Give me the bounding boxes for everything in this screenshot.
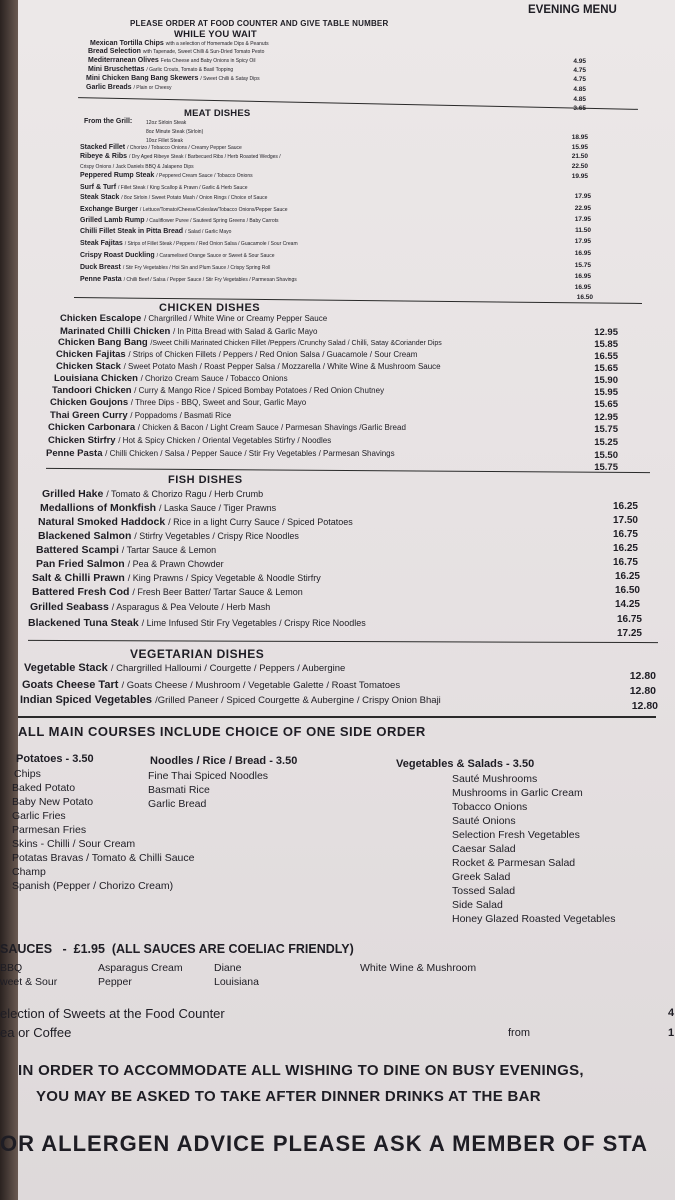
list-item: Chicken Goujons / Three Dips - BBQ, Sweet and Sour, Garlic Mayo <box>50 397 307 408</box>
item-price: 4.85 <box>573 86 586 93</box>
list-item: Louisiana <box>214 976 259 988</box>
list-item: Garlic Bread <box>148 798 207 810</box>
item-price: 21.50 <box>571 153 588 160</box>
notice-line-2: YOU MAY BE ASKED TO TAKE AFTER DINNER DRINKS AT THE BAR <box>36 1088 541 1105</box>
list-item: Ribeye & Ribs / Dry Aged Ribeye Steak / Barbecued Ribs / Herb Roasted Wedges / <box>80 153 281 160</box>
item-price: 16.75 <box>612 557 638 568</box>
list-item: Mexican Tortilla Chips with a selection of Homemade Dips & Peanuts <box>90 40 269 47</box>
list-item: Tobacco Onions <box>452 801 528 813</box>
list-item: Parmesan Fries <box>12 824 87 836</box>
list-item: Grilled Hake / Tomato & Chorizo Ragu / Herb Crumb <box>42 488 264 500</box>
item-price: 15.75 <box>574 262 591 269</box>
list-item: Skins - Chilli / Sour Cream <box>12 838 136 850</box>
section-title-fish: FISH DISHES <box>168 474 243 486</box>
item-price: 12.80 <box>629 685 656 697</box>
list-item: Rocket & Parmesan Salad <box>452 857 576 869</box>
sweets-price: 4 <box>668 1007 675 1019</box>
sauces-col-1 <box>0 961 57 989</box>
list-item: Honey Glazed Roasted Vegetables <box>452 913 616 925</box>
grill-label: From the Grill: <box>84 118 133 125</box>
list-item: Mediterranean Olives Feta Cheese and Baby Onions in Spicy Oil <box>88 57 256 64</box>
list-item: Mushrooms in Garlic Cream <box>452 787 583 799</box>
item-price: 16.95 <box>574 284 591 291</box>
item-price: 4.85 <box>573 96 586 103</box>
list-item: Marinated Chilli Chicken / In Pitta Bread with Salad & Garlic Mayo <box>60 326 318 337</box>
list-item: Selection Fresh Vegetables <box>452 829 580 841</box>
allergen-notice: OR ALLERGEN ADVICE PLEASE ASK A MEMBER OF STA <box>0 1131 648 1156</box>
list-item: Goats Cheese Tart / Goats Cheese / Mushroom / Vegetable Galette / Roast Tomatoes <box>22 679 401 691</box>
vegetables-title: Vegetables & Salads - 3.50 <box>396 758 535 770</box>
item-price: 15.90 <box>594 375 618 386</box>
list-item: Fine Thai Spiced Noodles <box>148 770 269 782</box>
coffee-price: 1 <box>668 1027 675 1039</box>
list-item: Chilli Fillet Steak in Pitta Bread / Salad / Garlic Mayo <box>80 228 232 235</box>
list-item: Thai Green Curry / Poppadoms / Basmati Rice <box>50 410 232 421</box>
noodles-list <box>148 769 268 811</box>
noodles-title: Noodles / Rice / Bread - 3.50 <box>150 755 298 767</box>
list-item: Baked Potato <box>12 782 76 794</box>
list-item: Battered Fresh Cod / Fresh Beer Batter/ Tartar Sauce & Lemon <box>32 586 303 598</box>
sauces-title: SAUCES - £1.95 (ALL SAUCES ARE COELIAC FRIENDLY) <box>0 942 354 956</box>
sauces-col-3 <box>214 961 259 989</box>
list-item: Caesar Salad <box>452 843 516 855</box>
section-title-meat: MEAT DISHES <box>184 108 251 119</box>
section-title-vegetarian: VEGETARIAN DISHES <box>130 647 265 661</box>
item-price: 4.95 <box>573 58 586 65</box>
item-price: 17.50 <box>612 515 638 526</box>
item-price: 4.75 <box>573 76 586 83</box>
list-item: Blackened Tuna Steak / Lime Infused Stir Fry Vegetables / Crispy Rice Noodles <box>28 617 366 629</box>
list-item: Chicken Stirfry / Hot & Spicy Chicken / Oriental Vegetables Stirfry / Noodles <box>48 435 332 446</box>
grill-item: 10oz Fillet Steak <box>146 138 183 144</box>
list-item: Tandoori Chicken / Curry & Mango Rice / Spiced Bombay Potatoes / Red Onion Chutney <box>52 385 385 396</box>
list-item: Chips <box>14 768 41 780</box>
list-item: Chicken Escalope / Chargrilled / White Wine or Creamy Pepper Sauce <box>60 313 328 324</box>
list-item: Diane <box>214 962 242 974</box>
item-price: 19.95 <box>571 173 588 180</box>
list-item: Sauté Mushrooms <box>452 773 538 785</box>
list-item: Chicken Stack / Sweet Potato Mash / Roast Pepper Salsa / Mozzarella / White Wine & Mushroom Sauce <box>56 361 441 372</box>
item-price: 12.80 <box>631 700 658 712</box>
item-price: 16.95 <box>574 273 591 280</box>
list-item: Chicken Bang Bang /Sweet Chilli Marinated Chicken Fillet /Peppers /Crunchy Salad / Chilli, Satay &Coriander Dips <box>58 337 442 348</box>
item-price: 15.65 <box>594 399 618 410</box>
item-price: 18.95 <box>571 134 588 141</box>
list-item: Chicken Fajitas / Strips of Chicken Fillets / Peppers / Red Onion Salsa / Guacamole / Sour Cream <box>56 349 418 360</box>
potatoes-title: Potatoes - 3.50 <box>16 753 94 765</box>
item-price: 16.50 <box>576 294 593 301</box>
list-item: Greek Salad <box>452 871 511 883</box>
divider <box>46 468 650 473</box>
list-item: Pepper <box>98 976 132 988</box>
item-price: 4.75 <box>573 67 586 74</box>
list-item: Penne Pasta / Chilli Chicken / Salsa / Pepper Sauce / Stir Fry Vegetables / Parmesan Shavings <box>46 448 395 459</box>
list-item: Peppered Rump Steak / Peppered Cream Sauce / Tobacco Onions <box>80 172 253 179</box>
item-price: 12.80 <box>629 670 656 682</box>
sweets-text: election of Sweets at the Food Counter <box>0 1006 225 1021</box>
item-price: 16.25 <box>612 543 638 554</box>
item-price: 15.65 <box>594 363 618 374</box>
item-price: 16.75 <box>612 529 638 540</box>
coffee-from: from <box>508 1027 530 1039</box>
list-item: Exchange Burger / Lettuce/Tomato/Cheese/Coleslaw/Tobacco Onions/Pepper Sauce <box>80 206 288 213</box>
item-price: 17.95 <box>574 238 591 245</box>
list-item: Chicken Carbonara / Chicken & Bacon / Light Cream Sauce / Parmesan Shavings /Garlic Bread <box>48 422 406 433</box>
list-item: Bread Selection with Tapenade, Sweet Chilli & Sun-Dried Tomato Pesto <box>88 48 265 55</box>
list-item: Surf & Turf / Fillet Steak / King Scallop & Prawn / Garlic & Herb Sauce <box>80 184 248 191</box>
item-price: 14.25 <box>614 599 640 610</box>
list-item: Vegetable Stack / Chargrilled Halloumi / Courgette / Peppers / Aubergine <box>24 662 346 674</box>
list-item: Louisiana Chicken / Chorizo Cream Sauce / Tobacco Onions <box>54 373 288 384</box>
coffee-text: ea or Coffee <box>0 1025 72 1040</box>
list-item: Steak Fajitas / Strips of Fillet Steak / Peppers / Red Onion Salsa / Guacamole / Sour Cream <box>80 240 298 247</box>
list-item: Indian Spiced Vegetables /Grilled Paneer / Spiced Courgette & Aubergine / Crispy Onion Bhaji <box>20 694 441 706</box>
item-price: 22.95 <box>574 205 591 212</box>
list-item: Battered Scampi / Tartar Sauce & Lemon <box>36 544 217 556</box>
list-item: Penne Pasta / Chilli Beef / Salsa / Pepper Sauce / Stir Fry Vegetables / Parmesan Shavings <box>80 276 297 283</box>
list-item: Champ <box>12 866 46 878</box>
item-price: 15.75 <box>594 462 618 473</box>
order-instruction: PLEASE ORDER AT FOOD COUNTER AND GIVE TABLE NUMBER <box>130 19 389 28</box>
item-price: 16.50 <box>614 585 640 596</box>
list-item: Baby New Potato <box>12 796 94 808</box>
sauces-col-2 <box>98 961 183 989</box>
list-item: Mini Bruschettas / Garlic Crouts, Tomato & Basil Topping <box>88 66 234 73</box>
list-item: White Wine & Mushroom <box>360 962 477 974</box>
item-price: 12.95 <box>594 327 618 338</box>
list-item: Medallions of Monkfish / Laska Sauce / Tiger Prawns <box>40 502 277 514</box>
item-price: 15.25 <box>594 437 618 448</box>
list-item: Natural Smoked Haddock / Rice in a light Curry Sauce / Spiced Potatoes <box>38 516 353 528</box>
divider <box>28 640 658 643</box>
item-price: 12.95 <box>594 412 618 423</box>
list-item: Mini Chicken Bang Bang Skewers / Sweet Chilli & Satay Dips <box>86 75 260 82</box>
list-item: Asparagus Cream <box>98 962 183 974</box>
sauces-col-4 <box>360 961 476 975</box>
list-item: Crispy Onions / Jack Daniels BBQ & Jalapeno Dips <box>80 164 194 170</box>
item-price: 15.85 <box>594 339 618 350</box>
divider <box>18 716 656 718</box>
item-price: 15.95 <box>594 387 618 398</box>
list-item: Steak Stack / 8oz Sirloin / Sweet Potato Mash / Onion Rings / Choice of Sauce <box>80 194 268 201</box>
list-item: Pan Fried Salmon / Pea & Prawn Chowder <box>36 558 224 570</box>
list-item: Grilled Seabass / Asparagus & Pea Veloute / Herb Mash <box>30 601 271 613</box>
list-item: Salt & Chilli Prawn / King Prawns / Spicy Vegetable & Noodle Stirfry <box>32 572 321 584</box>
list-item: Stacked Fillet / Chorizo / Tobacco Onions / Creamy Pepper Sauce <box>80 144 242 151</box>
list-item: Potatas Bravas / Tomato & Chilli Sauce <box>12 852 195 864</box>
item-price: 17.95 <box>574 216 591 223</box>
list-item: Tossed Salad <box>452 885 516 897</box>
item-price: 22.50 <box>571 163 588 170</box>
list-item: weet & Sour <box>0 976 58 988</box>
item-price: 16.25 <box>612 501 638 512</box>
notice-line-1: IN ORDER TO ACCOMMODATE ALL WISHING TO DINE ON BUSY EVENINGS, <box>18 1062 584 1079</box>
list-item: Blackened Salmon / Stirfry Vegetables / Crispy Rice Noodles <box>38 530 299 542</box>
item-price: 15.50 <box>594 450 618 461</box>
grill-item: 12oz Sirloin Steak <box>146 120 187 126</box>
item-price: 16.75 <box>616 614 642 625</box>
list-item: Sauté Onions <box>452 815 516 827</box>
list-item: Spanish (Pepper / Chorizo Cream) <box>12 880 174 892</box>
item-price: 16.55 <box>594 351 618 362</box>
menu-title: EVENING MENU <box>528 4 617 16</box>
item-price: 17.25 <box>616 628 642 639</box>
grill-item: 8oz Minute Steak (Sirloin) <box>146 129 204 135</box>
list-item: BBQ <box>0 962 23 974</box>
item-price: 16.25 <box>614 571 640 582</box>
section-title-while-you-wait: WHILE YOU WAIT <box>174 29 257 40</box>
item-price: 16.95 <box>574 250 591 257</box>
list-item: Duck Breast / Stir Fry Vegetables / Hoi Sin and Plum Sauce / Crispy Spring Roll <box>80 264 271 271</box>
item-price: 15.95 <box>571 144 588 151</box>
sides-title: ALL MAIN COURSES INCLUDE CHOICE OF ONE SIDE ORDER <box>18 724 426 739</box>
list-item: Crispy Roast Duckling / Caramelised Orange Sauce or Sweet & Sour Sauce <box>80 252 275 259</box>
list-item: Side Salad <box>452 899 503 911</box>
list-item: Garlic Fries <box>12 810 66 822</box>
item-price: 11.50 <box>575 227 591 234</box>
section-title-chicken: CHICKEN DISHES <box>159 302 261 314</box>
list-item: Basmati Rice <box>148 784 210 796</box>
vegetables-list <box>452 772 615 926</box>
list-item: Grilled Lamb Rump / Cauliflower Puree / Sauteed Spring Greens / Baby Carrots <box>80 217 279 224</box>
list-item: Garlic Breads / Plain or Cheesy <box>86 84 172 91</box>
item-price: 17.95 <box>574 193 591 200</box>
item-price: 15.75 <box>594 424 618 435</box>
